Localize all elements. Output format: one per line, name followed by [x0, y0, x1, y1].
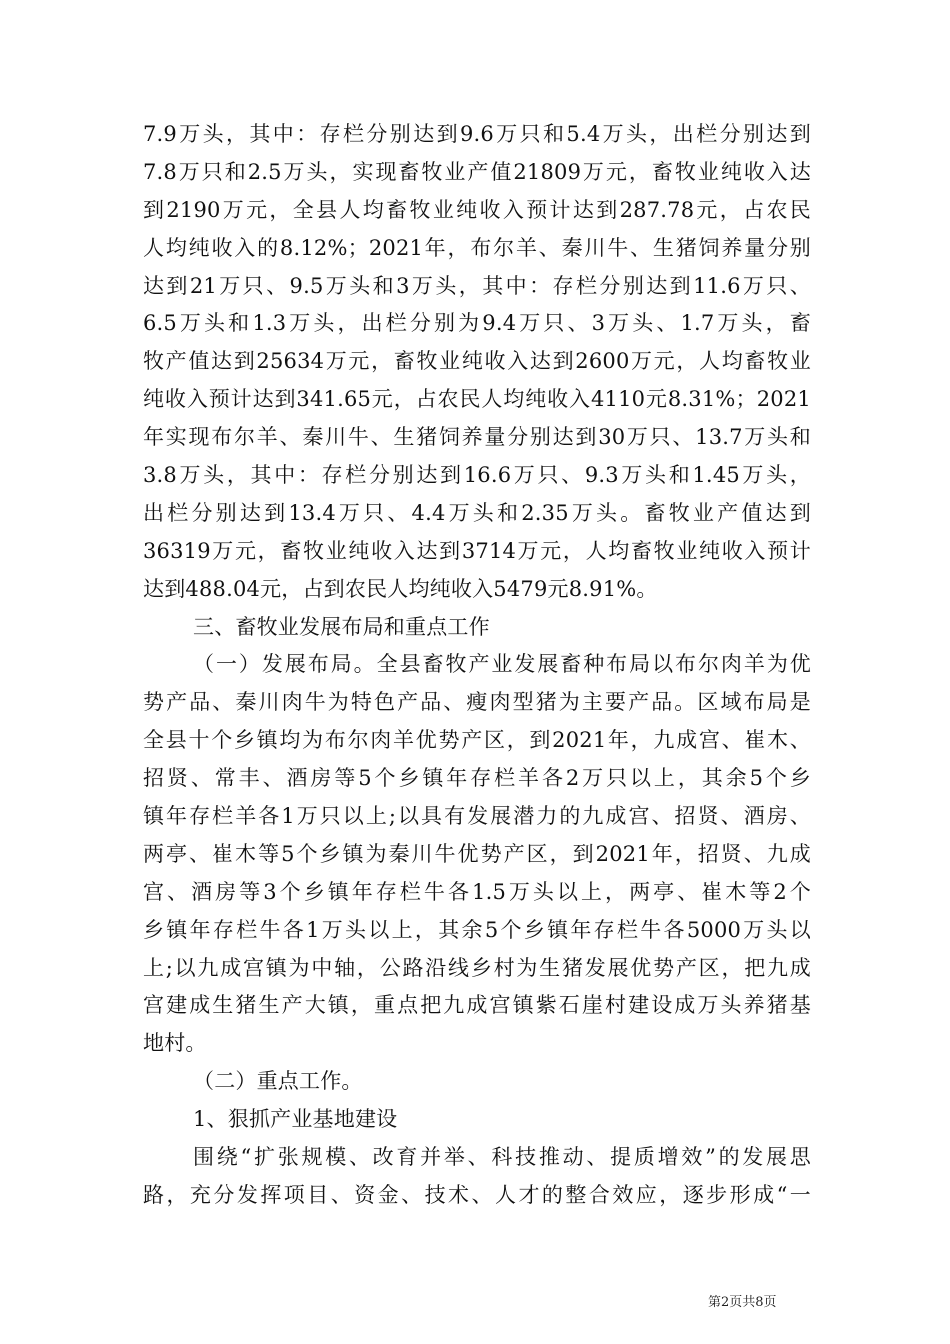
text-line: 3.8万头，其中：存栏分别达到16.6万只、9.3万头和1.45万头，: [143, 463, 811, 488]
text-line: 全县十个乡镇均为布尔肉羊优势产区，到2021年，九成宫、崔木、: [143, 728, 811, 753]
text-line: 乡镇年存栏牛各1万头以上，其余5个乡镇年存栏牛各5000万头以: [143, 917, 811, 942]
text-line: 路，充分发挥项目、资金、技术、人才的整合效应，逐步形成“一: [143, 1182, 811, 1207]
text-line: 两亭、崔木等5个乡镇为秦川牛优势产区，到2021年，招贤、九成: [143, 841, 811, 866]
text-line: 地村。: [143, 1031, 207, 1056]
text-line: 6.5万头和1.3万头，出栏分别为9.4万只、3万头、1.7万头，畜: [143, 311, 811, 336]
text-line: 36319万元，畜牧业纯收入达到3714万元，人均畜牧业纯收入预计: [143, 538, 811, 563]
document-body: [143, 116, 811, 1215]
text-line: 镇年存栏羊各1万只以上;以具有发展潜力的九成宫、招贤、酒房、: [143, 804, 811, 829]
text-line: 宫建成生猪生产大镇，重点把九成宫镇紫石崖村建设成万头养猪基: [143, 993, 811, 1018]
text-line: 到2190万元，全县人均畜牧业纯收入预计达到287.78元，占农民: [143, 197, 811, 222]
text-line: 招贤、常丰、酒房等5个乡镇年存栏羊各2万只以上，其余5个乡: [143, 766, 811, 791]
text-line: 人均纯收入的8.12%；2021年，布尔羊、秦川牛、生猪饲养量分别: [143, 235, 811, 260]
text-line: 达到488.04元，占到农民人均纯收入5479元8.91%。: [143, 576, 658, 601]
text-line: 达到21万只、9.5万头和3万头，其中：存栏分别达到11.6万只、: [143, 273, 811, 298]
page-number: 第2页共8页: [708, 1295, 777, 1310]
text-line: 1、狠抓产业基地建设: [193, 1107, 398, 1132]
text-line: 上;以九成宫镇为中轴，公路沿线乡村为生猪发展优势产区，把九成: [143, 955, 811, 980]
text-line: 7.8万只和2.5万头，实现畜牧业产值21809万元，畜牧业纯收入达: [143, 159, 811, 184]
text-line: 宫、酒房等3个乡镇年存栏牛各1.5万头以上，两亭、崔木等2个: [143, 879, 811, 904]
text-line: 三、畜牧业发展布局和重点工作: [193, 614, 490, 639]
text-line: 7.9万头，其中：存栏分别达到9.6万只和5.4万头，出栏分别达到: [143, 122, 811, 146]
text-line: 围绕“扩张规模、改育并举、科技推动、提质增效”的发展思: [193, 1145, 811, 1170]
text-line: 出栏分别达到13.4万只、4.4万头和2.35万头。畜牧业产值达到: [143, 500, 811, 525]
text-line: 势产品、秦川肉牛为特色产品、瘦肉型猪为主要产品。区域布局是: [143, 690, 811, 715]
text-line: 纯收入预计达到341.65元，占农民人均纯收入4110元8.31%；2021: [143, 387, 811, 412]
text-line: （一）发展布局。全县畜牧产业发展畜种布局以布尔肉羊为优: [193, 652, 811, 677]
text-line: （二）重点工作。: [193, 1069, 363, 1094]
text-line: 牧产值达到25634万元，畜牧业纯收入达到2600万元，人均畜牧业: [143, 349, 811, 374]
text-line: 年实现布尔羊、秦川牛、生猪饲养量分别达到30万只、13.7万头和: [143, 425, 811, 450]
